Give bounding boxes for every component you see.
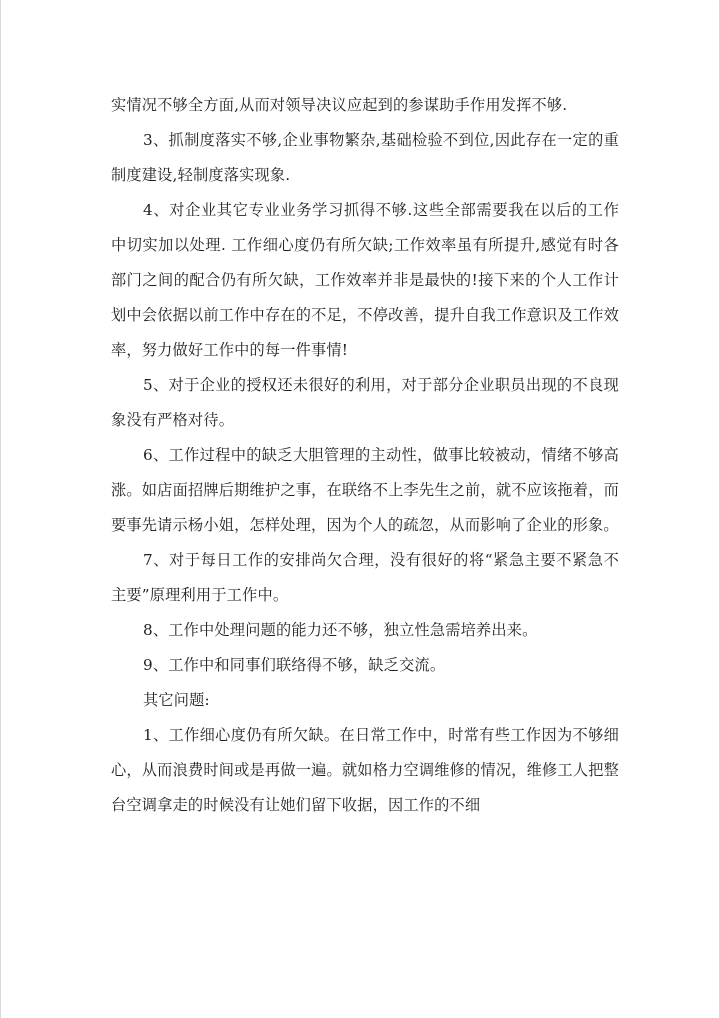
paragraph-item-6: 6、工作过程中的缺乏大胆管理的主动性，做事比较被动，情绪不够高涨。如店面招牌后期维护之事，在联络不上李先生之前，就不应该拖着，而要事先请示杨小姐，怎样处理，因为个人的疏忽，从而影响了企业的形象。 xyxy=(111,446,619,534)
paragraph-item-4: 4、对企业其它专业业务学习抓得不够.这些全部需要我在以后的工作中切实加以处理. 工作细心度仍有所欠缺;工作效率虽有所提升,感觉有时各部门之间的配合仍有所欠缺，工作效率并非是最快的!接下来的个人工作计划中会依据以前工作中存在的不足，不停改善，提升自我工作意识及工作效率，努力做好工作中的每一件事情! xyxy=(111,201,619,359)
paragraph-continuation: 实情况不够全方面,从而对领导决议应起到的参谋助手作用发挥不够. xyxy=(111,96,568,114)
paragraph-other-item-1: 1、工作细心度仍有所欠缺。在日常工作中，时常有些工作因为不够细心，从而浪费时间或是再做一遍。就如格力空调维修的情况，维修工人把整台空调拿走的时候没有让她们留下收据，因工作的不细 xyxy=(111,726,619,814)
paragraph-item-9: 9、工作中和同事们联络得不够，缺乏交流。 xyxy=(143,656,446,674)
paragraph-item-7: 7、对于每日工作的安排尚欠合理，没有很好的将“紧急主要不紧急不主要”原理利用于工作中。 xyxy=(111,551,619,604)
section-heading-other-issues: 其它问题: xyxy=(143,691,210,709)
paragraph-item-5: 5、对于企业的授权还未很好的利用，对于部分企业职员出现的不良现象没有严格对待。 xyxy=(111,376,619,429)
paragraph-item-3: 3、抓制度落实不够,企业事物繁杂,基础检验不到位,因此存在一定的重制度建设,轻制度落实现象. xyxy=(111,131,619,184)
paragraph-item-8: 8、工作中处理问题的能力还不够，独立性急需培养出来。 xyxy=(143,621,538,639)
document-body xyxy=(111,88,619,823)
